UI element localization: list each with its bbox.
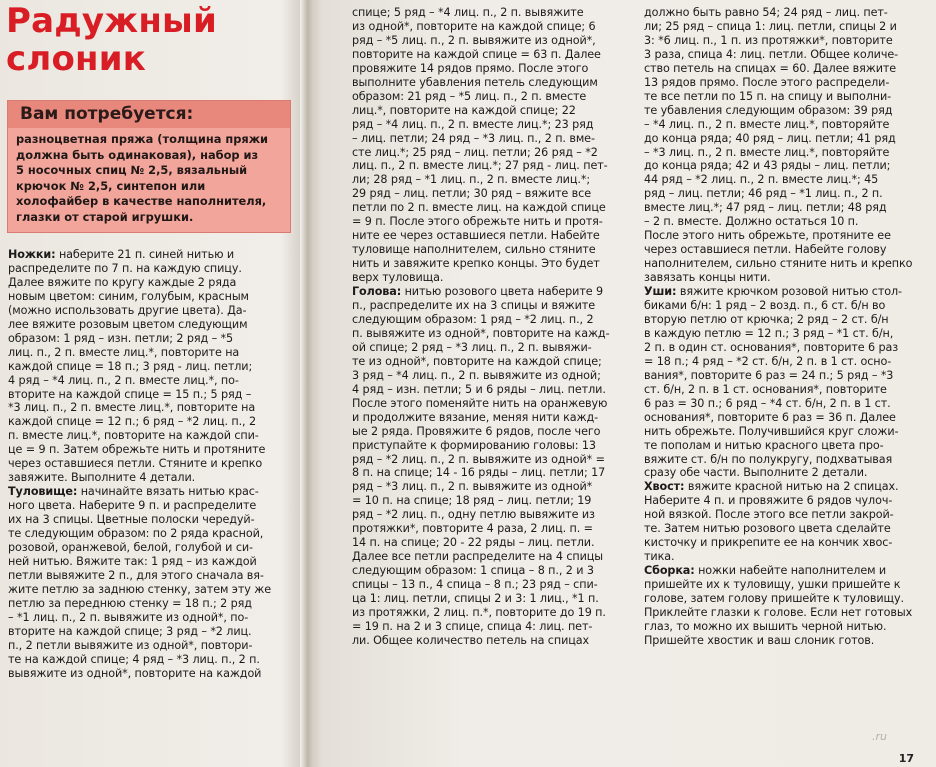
text-line: [644, 494, 928, 508]
line-text: распределите по 7 п. на каждую спицу.: [8, 261, 242, 275]
line-text: вяжите ст. б/н по полукругу, подхватывая: [644, 452, 893, 466]
text-line: [644, 453, 928, 467]
line-text: вторите на каждой спице = 15 п.; 5 ряд –: [8, 387, 252, 401]
line-text: лиц.*, повторите на каждой спице; 22: [352, 103, 576, 117]
text-line: [8, 569, 293, 583]
text-line: [644, 271, 928, 285]
line-text: каждой спице = 18 п.; 3 ряд - лиц. петли;: [8, 359, 253, 373]
text-line: [644, 564, 928, 578]
line-text: образом: 1 ряд – изн. петли; 2 ряд – *5: [8, 331, 234, 345]
text-line: [8, 625, 293, 639]
text-line: [352, 341, 635, 355]
text-line: [352, 34, 635, 48]
text-line: [644, 229, 928, 243]
text-line: [8, 318, 293, 332]
line-text: Пришейте хвостик и ваш слоник готов.: [644, 633, 875, 647]
text-column-1: [8, 248, 293, 681]
line-text: вяжите крючком розовой нитью стол-: [676, 285, 902, 299]
text-line: [644, 536, 928, 550]
line-text: те на каждой спице; 4 ряд – *3 лиц. п., 2 п.: [8, 652, 260, 666]
section-heading: Туловище:: [8, 485, 78, 499]
line-text: тика.: [644, 550, 675, 564]
line-text: петли по 2 п. вместе лиц. на каждой спице: [352, 201, 606, 215]
text-line: [352, 201, 635, 215]
text-line: [8, 304, 293, 318]
line-text: 29 ряд – лиц. петли; 30 ряд – вяжите все: [352, 187, 591, 201]
text-line: [352, 271, 635, 285]
line-text: ли; 25 ряд – спица 1: лиц. петли, спицы 2 и: [644, 19, 897, 33]
line-text: лиц. п., 2 п. вместе лиц.*, повторите на: [8, 345, 240, 359]
text-line: [644, 313, 928, 327]
line-text: 2 п. в один ст. основания*, повторите 6 раз: [644, 340, 899, 354]
materials-heading: Вам потребуется:: [20, 104, 194, 124]
title-line-1: Радужный: [6, 1, 217, 41]
line-text: 3: *6 лиц. п., 1 п. из протяжки*, повторите: [644, 33, 893, 47]
line-text: После этого поменяйте нить на оранжевую: [352, 396, 608, 410]
text-line: [352, 634, 635, 648]
text-line: [352, 453, 635, 467]
text-column-3: [644, 6, 928, 648]
line-text: протяжки*, повторите 4 раза, 2 лиц. п. =: [352, 522, 593, 536]
text-line: [644, 6, 928, 20]
line-text: следующим образом: 1 ряд – *2 лиц. п., 2: [352, 312, 594, 326]
line-text: выполните убавления петель следующим: [352, 75, 598, 89]
line-text: голове, затем голову пришейте к туловищу.: [644, 592, 904, 606]
line-text: лиц. п., 2 п. вместе лиц.*; 27 ряд - лиц. пет-: [352, 159, 608, 173]
materials-box: [7, 100, 291, 233]
line-text: спицы – 13 п., 4 спица – 8 п.; 23 ряд – спи-: [352, 578, 598, 592]
text-line: [644, 132, 928, 146]
text-line: [644, 383, 928, 397]
text-line: [644, 62, 928, 76]
line-text: 4 ряд – *4 лиц. п., 2 п. вместе лиц.*, по-: [8, 373, 239, 387]
line-text: ряд – лиц. петли; 46 ряд – *1 лиц. п., 2 п.: [644, 187, 883, 201]
materials-line: 5 носочных спиц № 2,5, вязальный: [16, 163, 248, 178]
line-text: нить и завяжите крепко концы. Это будет: [352, 257, 600, 271]
line-text: п., 2 петли вывяжите из одной*, повтори-: [8, 638, 253, 652]
line-text: ного цвета. Наберите 9 п. и распределите: [8, 499, 257, 513]
text-line: [8, 457, 293, 471]
line-text: = 9 п. После этого обрежьте нить и протя-: [352, 215, 603, 229]
line-text: розовой, оранжевой, белой, голубой и си-: [8, 541, 253, 555]
text-line: [352, 508, 635, 522]
text-line: [8, 415, 293, 429]
line-text: – *3 лиц. п., 2 п. вместе лиц.*, повторяйте: [644, 145, 890, 159]
text-line: [352, 536, 635, 550]
text-line: [644, 48, 928, 62]
text-line: [8, 443, 293, 457]
text-line: [8, 346, 293, 360]
line-text: петлю за переднюю стенку = 18 п.; 2 ряд: [8, 596, 252, 610]
text-line: [352, 132, 635, 146]
text-line: [352, 313, 635, 327]
text-line: [352, 62, 635, 76]
line-text: глаз, то можно их вышить черной нитью.: [644, 619, 887, 633]
line-text: 44 ряд – *2 лиц. п., 2 п. вместе лиц.*; 45: [644, 173, 879, 187]
text-line: [644, 578, 928, 592]
materials-line: разноцветная пряжа (толщина пряжи: [16, 132, 269, 146]
line-text: п., распределите их на 3 спицы и вяжите: [352, 299, 595, 313]
text-line: [644, 299, 928, 313]
line-text: После этого нить обрежьте, протяните ее: [644, 229, 891, 243]
line-text: те из одной*, повторите на каждой спице;: [352, 354, 602, 368]
line-text: должно быть равно 54; 24 ряд – лиц. пет-: [644, 6, 888, 19]
line-text: = 18 п.; 4 ряд – *2 ст. б/н, 2 п. в 1 ст. осно-: [644, 354, 892, 368]
line-text: спице; 5 ряд – *4 лиц. п., 2 п. вывяжите: [352, 6, 584, 19]
line-text: провяжите 14 рядов прямо. После этого: [352, 61, 589, 75]
article-title: [6, 2, 292, 78]
line-text: ряд – *5 лиц. п., 2 п. вывяжите из одной*,: [352, 33, 596, 47]
section-heading: Хвост:: [644, 480, 685, 494]
text-line: [8, 611, 293, 625]
text-line: [352, 550, 635, 564]
line-text: завязать концы нити.: [644, 271, 771, 285]
text-line: [644, 355, 928, 369]
materials-heading-bar: [8, 101, 290, 128]
line-text: Далее все петли распределите на 4 спицы: [352, 550, 604, 564]
line-text: вторую петлю от крючка; 2 ряд – 2 ст. б/н: [644, 312, 889, 326]
text-line: [8, 262, 293, 276]
line-text: ые 2 ряда. Провяжите 6 рядов, после чего: [352, 424, 601, 438]
line-text: ли. Общее количество петель на спицах: [352, 633, 590, 647]
line-text: 6 раз = 30 п.; 6 ряд – *4 ст. б/н, 2 п. в 1 ст.: [644, 396, 891, 410]
text-line: [8, 388, 293, 402]
line-text: (можно использовать другие цвета). Да-: [8, 303, 247, 317]
line-text: туловище наполнителем, сильно стяните: [352, 243, 596, 257]
line-text: те следующим образом: по 2 ряда красной,: [8, 527, 264, 541]
line-text: те пополам и нитью красного цвета про-: [644, 438, 884, 452]
line-text: Приклейте глазки к голове. Если нет готовых: [644, 605, 913, 619]
text-line: [644, 327, 928, 341]
text-line: [352, 187, 635, 201]
text-line: [8, 653, 293, 667]
text-line: [8, 429, 293, 443]
line-text: ли; 28 ряд – *1 лиц. п., 2 п. вместе лиц.*;: [352, 173, 590, 187]
text-line: [644, 480, 928, 494]
text-line: [352, 439, 635, 453]
line-text: вяжите красной нитью на 2 спицах.: [684, 480, 899, 494]
text-line: [8, 485, 293, 499]
text-line: [352, 606, 635, 620]
text-line: [644, 159, 928, 173]
line-text: завяжите. Выполните 4 детали.: [8, 471, 196, 485]
line-text: из одной*, повторите на каждой спице; 6: [352, 19, 596, 33]
line-text: петли вывяжите 2 п., для этого сначала вя-: [8, 568, 264, 582]
text-line: [644, 522, 928, 536]
text-line: [644, 146, 928, 160]
text-line: [352, 564, 635, 578]
text-line: [644, 466, 928, 480]
line-text: лее вяжите розовым цветом следующим: [8, 317, 248, 331]
line-text: 8 п. на спице; 14 - 16 ряды – лиц. петли; 17: [352, 466, 606, 480]
line-text: из протяжки, 2 лиц. п.*, повторите до 19 п.: [352, 605, 606, 619]
text-line: [8, 513, 293, 527]
line-text: вторите на каждой спице; 3 ряд – *2 лиц.: [8, 624, 252, 638]
text-line: [352, 146, 635, 160]
text-line: [8, 360, 293, 374]
line-text: наберите 21 п. синей нитью и: [55, 248, 235, 261]
text-line: [644, 104, 928, 118]
text-line: [352, 229, 635, 243]
line-text: до конца ряда; 42 и 43 ряды – лиц. петли;: [644, 159, 891, 173]
line-text: наполнителем, сильно стяните нить и крепко: [644, 257, 913, 271]
text-line: [644, 90, 928, 104]
text-line: [352, 104, 635, 118]
line-text: 3 ряд – *4 лиц. п., 2 п. вывяжите из одной;: [352, 368, 601, 382]
text-line: [8, 290, 293, 304]
text-line: [352, 494, 635, 508]
text-column-2: [352, 6, 635, 648]
line-text: ряд – *2 лиц. п., одну петлю вывяжите из: [352, 508, 595, 522]
line-text: Далее вяжите по кругу каждые 2 ряда: [8, 275, 237, 289]
title-line-2: слоник: [6, 39, 147, 79]
line-text: 4 ряд – изн. петли; 5 и 6 ряды – лиц. петли.: [352, 382, 606, 396]
text-line: [8, 401, 293, 415]
text-line: [352, 48, 635, 62]
line-text: биками б/н: 1 ряд – 2 возд. п., 6 ст. б/н во: [644, 299, 886, 313]
materials-line: холофайбер в качестве наполнителя,: [16, 194, 267, 209]
text-line: [644, 439, 928, 453]
text-line: [8, 471, 293, 485]
line-text: = 19 п. на 2 и 3 спице, спица 4: лиц. пет-: [352, 619, 593, 633]
text-line: [644, 411, 928, 425]
text-line: [352, 620, 635, 634]
text-line: [352, 355, 635, 369]
line-text: вместе лиц.*; 47 ряд – лиц. петли; 48 ряд: [644, 201, 887, 215]
text-line: [8, 639, 293, 653]
line-text: ст. б/н, 2 п. в 1 ст. основания*, повторите: [644, 382, 887, 396]
line-text: = 10 п. на спице; 18 ряд – лиц. петли; 19: [352, 494, 592, 508]
materials-line: крючок № 2,5, синтепон или: [16, 178, 206, 193]
line-text: пришейте их к туловищу, ушки пришейте к: [644, 578, 901, 592]
materials-list: [16, 132, 282, 226]
watermark: .ru: [872, 730, 887, 743]
text-line: [352, 90, 635, 104]
line-text: Наберите 4 п. и провяжите 6 рядов чулоч-: [644, 494, 893, 508]
text-line: [8, 555, 293, 569]
line-text: каждой спице = 12 п.; 6 ряд – *2 лиц. п., 2: [8, 415, 256, 429]
line-text: через оставшиеся петли. Стяните и крепко: [8, 457, 263, 471]
text-line: [8, 248, 293, 262]
text-line: [644, 187, 928, 201]
text-line: [8, 541, 293, 555]
text-line: [352, 20, 635, 34]
text-line: [644, 592, 928, 606]
line-text: и продолжите вязание, меняя нити кажд-: [352, 410, 599, 424]
text-line: [8, 374, 293, 388]
line-text: следующим образом: 1 спица – 8 п., 2 и 3: [352, 564, 594, 578]
line-text: це = 9 п. Затем обрежьте нить и протяните: [8, 443, 266, 457]
text-line: [352, 215, 635, 229]
line-text: 14 п. на спице; 20 - 22 ряды – лиц. петли.: [352, 536, 595, 550]
line-text: те. Затем нитью розового цвета сделайте: [644, 522, 891, 536]
text-line: [8, 597, 293, 611]
text-line: [644, 425, 928, 439]
text-line: [352, 243, 635, 257]
line-text: ство петель на спицах = 60. Далее вяжите: [644, 61, 897, 75]
line-text: ой спице; 2 ряд – *3 лиц. п., 2 п. вывяжи-: [352, 340, 592, 354]
text-line: [644, 257, 928, 271]
line-text: – 2 п. вместе. Должно остаться 10 п.: [644, 215, 859, 229]
line-text: п. вывяжите из одной*, повторите на кажд-: [352, 326, 610, 340]
text-line: [644, 606, 928, 620]
line-text: их на 3 спицы. Цветные полоски чередуй-: [8, 513, 255, 527]
line-text: приступайте к формированию головы: 13: [352, 438, 596, 452]
text-line: [352, 425, 635, 439]
materials-line: должна быть одинаковая), набор из: [16, 147, 259, 162]
line-text: 13 рядов прямо. После этого распредели-: [644, 75, 890, 89]
line-text: верх туловища.: [352, 271, 444, 285]
text-line: [352, 592, 635, 606]
text-line: [8, 667, 293, 681]
text-line: [352, 383, 635, 397]
text-line: [644, 20, 928, 34]
materials-line: глазки от старой игрушки.: [16, 209, 194, 224]
text-line: [8, 332, 293, 346]
section-heading: Голова:: [352, 285, 402, 299]
text-line: [8, 527, 293, 541]
line-text: – *1 лиц. п., 2 п. вывяжите из одной*, по-: [8, 610, 249, 624]
line-text: ряд – *2 лиц. п., 2 п. вывяжите из одной* =: [352, 452, 605, 466]
line-text: ной вязкой. После этого все петли закрой-: [644, 508, 894, 522]
text-line: [352, 118, 635, 132]
text-line: [352, 522, 635, 536]
line-text: сте лиц.*; 25 ряд – лиц. петли; 26 ряд – *2: [352, 145, 598, 159]
text-line: [352, 173, 635, 187]
line-text: нитью розового цвета наберите 9: [401, 285, 604, 299]
line-text: вывяжите из одной*, повторите на каждой: [8, 666, 262, 680]
line-text: ножки набейте наполнителем и: [694, 564, 887, 578]
section-heading: Сборка:: [644, 564, 695, 578]
text-line: [644, 76, 928, 90]
line-text: в каждую петлю = 12 п.; 3 ряд – *1 ст. б/н,: [644, 326, 894, 340]
text-line: [352, 397, 635, 411]
line-text: те все петли по 15 п. на спицу и выполни-: [644, 89, 892, 103]
text-line: [644, 369, 928, 383]
text-line: [352, 480, 635, 494]
line-text: начинайте вязать нитью крас-: [77, 485, 259, 499]
line-text: – *4 лиц. п., 2 п. вместе лиц.*, повторяйте: [644, 117, 890, 131]
line-text: сразу обе части. Выполните 2 детали.: [644, 466, 868, 480]
text-line: [644, 173, 928, 187]
text-line: [352, 327, 635, 341]
line-text: повторите на каждой спице = 63 п. Далее: [352, 47, 601, 61]
text-line: [8, 499, 293, 513]
text-line: [352, 466, 635, 480]
text-line: [644, 550, 928, 564]
line-text: ней нитью. Вяжите так: 1 ряд – из каждой: [8, 554, 257, 568]
line-text: до конца ряда; 40 ряд – лиц. петли; 41 ряд: [644, 131, 896, 145]
line-text: через оставшиеся петли. Набейте голову: [644, 243, 887, 257]
text-line: [352, 76, 635, 90]
text-line: [8, 583, 293, 597]
line-text: жите петлю за заднюю стенку, затем эту же: [8, 582, 272, 596]
text-line: [644, 397, 928, 411]
line-text: – лиц. петли; 24 ряд – *3 лиц. п., 2 п. вме-: [352, 131, 595, 145]
line-text: ряд – *4 лиц. п., 2 п. вместе лиц.*; 23 ряд: [352, 117, 594, 131]
text-line: [644, 508, 928, 522]
text-line: [644, 201, 928, 215]
text-line: [352, 285, 635, 299]
page-number: 17: [898, 752, 914, 765]
text-line: [644, 243, 928, 257]
line-text: кисточку и прикрепите ее на кончик хвос-: [644, 536, 893, 550]
line-text: 3 раза, спица 4: лиц. петли. Общее количе-: [644, 47, 899, 61]
line-text: основания*, повторите 6 раз = 36 п. Далее: [644, 410, 896, 424]
text-line: [352, 257, 635, 271]
section-heading: Ножки:: [8, 248, 56, 261]
text-line: [644, 341, 928, 355]
text-line: [352, 159, 635, 173]
text-line: [644, 118, 928, 132]
text-line: [352, 369, 635, 383]
line-text: ряд – *3 лиц. п., 2 п. вывяжите из одной*: [352, 480, 593, 494]
line-text: *3 лиц. п., 2 п. вместе лиц.*, повторите на: [8, 401, 256, 415]
text-line: [644, 620, 928, 634]
line-text: ца 1: лиц. петли, спицы 2 и 3: 1 лиц., *1 п.: [352, 592, 599, 606]
text-line: [352, 6, 635, 20]
text-line: [352, 411, 635, 425]
line-text: новым цветом: синим, голубым, красным: [8, 289, 249, 303]
text-line: [352, 578, 635, 592]
section-heading: Уши:: [644, 285, 677, 299]
line-text: нить обрежьте. Получившийся круг сложи-: [644, 424, 899, 438]
text-line: [8, 276, 293, 290]
line-text: п. вместе лиц.*, повторите на каждой спи-: [8, 429, 259, 443]
page-gutter: [300, 0, 314, 767]
line-text: образом: 21 ряд – *5 лиц. п., 2 п. вместе: [352, 89, 587, 103]
text-line: [644, 285, 928, 299]
line-text: вания*, повторите 6 раз = 24 п.; 5 ряд – *3: [644, 368, 894, 382]
text-line: [644, 34, 928, 48]
line-text: те убавления следующим образом: 39 ряд: [644, 103, 893, 117]
line-text: ните ее через оставшиеся петли. Набейте: [352, 229, 600, 243]
text-line: [352, 299, 635, 313]
text-line: [644, 215, 928, 229]
text-line: [644, 634, 928, 648]
